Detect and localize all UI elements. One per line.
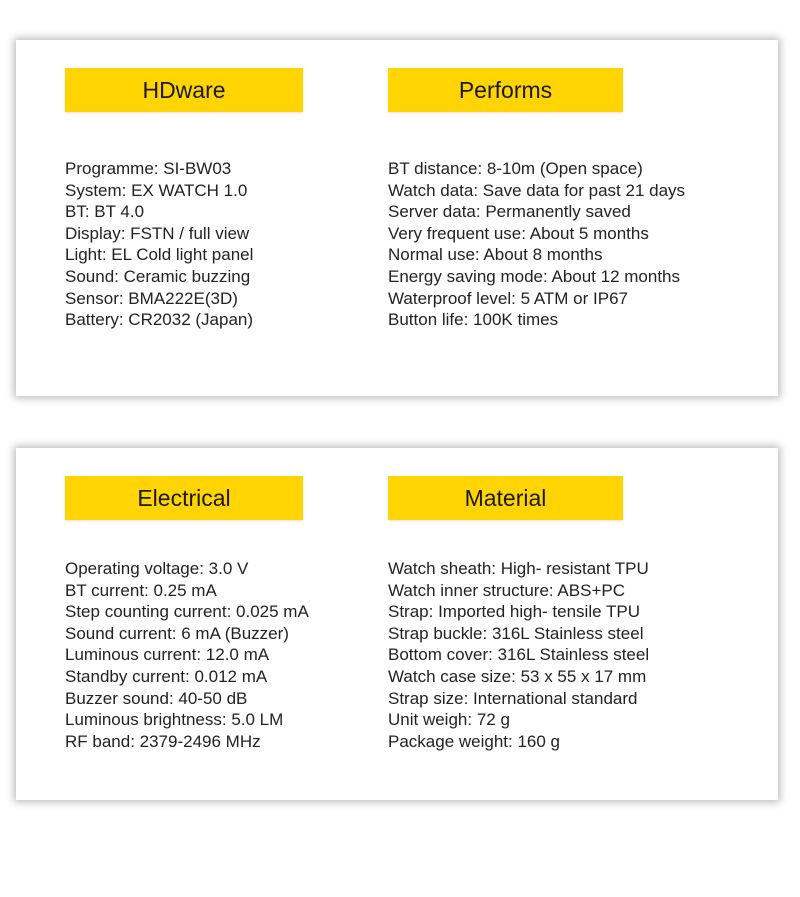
spec-item: Strap buckle: 316L Stainless steel	[388, 623, 644, 643]
electrical-header: Electrical	[65, 476, 303, 520]
spec-item: Sensor: BMA222E(3D)	[65, 288, 238, 308]
spec-item: Waterproof level: 5 ATM or IP67	[388, 288, 628, 308]
spec-item: RF band: 2379-2496 MHz	[65, 731, 261, 751]
spec-item: Bottom cover: 316L Stainless steel	[388, 645, 650, 665]
spec-item: Package weight: 160 g	[388, 731, 561, 751]
spec-item: Step counting current: 0.025 mA	[65, 602, 309, 622]
spec-item: Light: EL Cold light panel	[65, 245, 254, 265]
spec-item: Watch case size: 53 x 55 x 17 mm	[388, 666, 647, 686]
performs-spec-list	[388, 158, 685, 331]
spec-item: Sound current: 6 mA (Buzzer)	[65, 623, 289, 643]
spec-item: BT distance: 8-10m (Open space)	[388, 159, 643, 178]
electrical-spec-list	[65, 558, 309, 752]
spec-item: Unit weigh: 72 g	[388, 710, 510, 730]
spec-item: Energy saving mode: About 12 months	[388, 266, 681, 286]
spec-item: Standby current: 0.012 mA	[65, 666, 268, 686]
spec-item: Watch inner structure: ABS+PC	[388, 580, 625, 600]
spec-item: Battery: CR2032 (Japan)	[65, 310, 254, 330]
spec-item: Buzzer sound: 40-50 dB	[65, 688, 248, 708]
spec-item: BT current: 0.25 mA	[65, 580, 217, 600]
spec-item: Programme: SI-BW03	[65, 159, 232, 178]
hdware-header: HDware	[65, 68, 303, 112]
material-header: Material	[388, 476, 623, 520]
spec-item: Server data: Permanently saved	[388, 202, 631, 222]
spec-item: BT: BT 4.0	[65, 202, 145, 222]
spec-item: Operating voltage: 3.0 V	[65, 559, 249, 578]
spec-item: Strap: Imported high- tensile TPU	[388, 602, 640, 622]
performs-header: Performs	[388, 68, 623, 112]
spec-item: Very frequent use: About 5 months	[388, 223, 649, 243]
spec-item: Luminous current: 12.0 mA	[65, 645, 270, 665]
spec-item: Display: FSTN / full view	[65, 223, 250, 243]
spec-item: Sound: Ceramic buzzing	[65, 266, 251, 286]
hdware-spec-list	[65, 158, 253, 331]
spec-item: Button life: 100K times	[388, 310, 559, 330]
spec-item: Watch sheath: High- resistant TPU	[388, 559, 649, 578]
spec-card-top	[16, 40, 778, 396]
spec-item: Luminous brightness: 5.0 LM	[65, 710, 284, 730]
spec-item: System: EX WATCH 1.0	[65, 180, 248, 200]
spec-item: Normal use: About 8 months	[388, 245, 603, 265]
spec-item: Strap size: International standard	[388, 688, 638, 708]
spec-item: Watch data: Save data for past 21 days	[388, 180, 686, 200]
material-spec-list	[388, 558, 649, 752]
spec-card-bottom	[16, 448, 778, 800]
